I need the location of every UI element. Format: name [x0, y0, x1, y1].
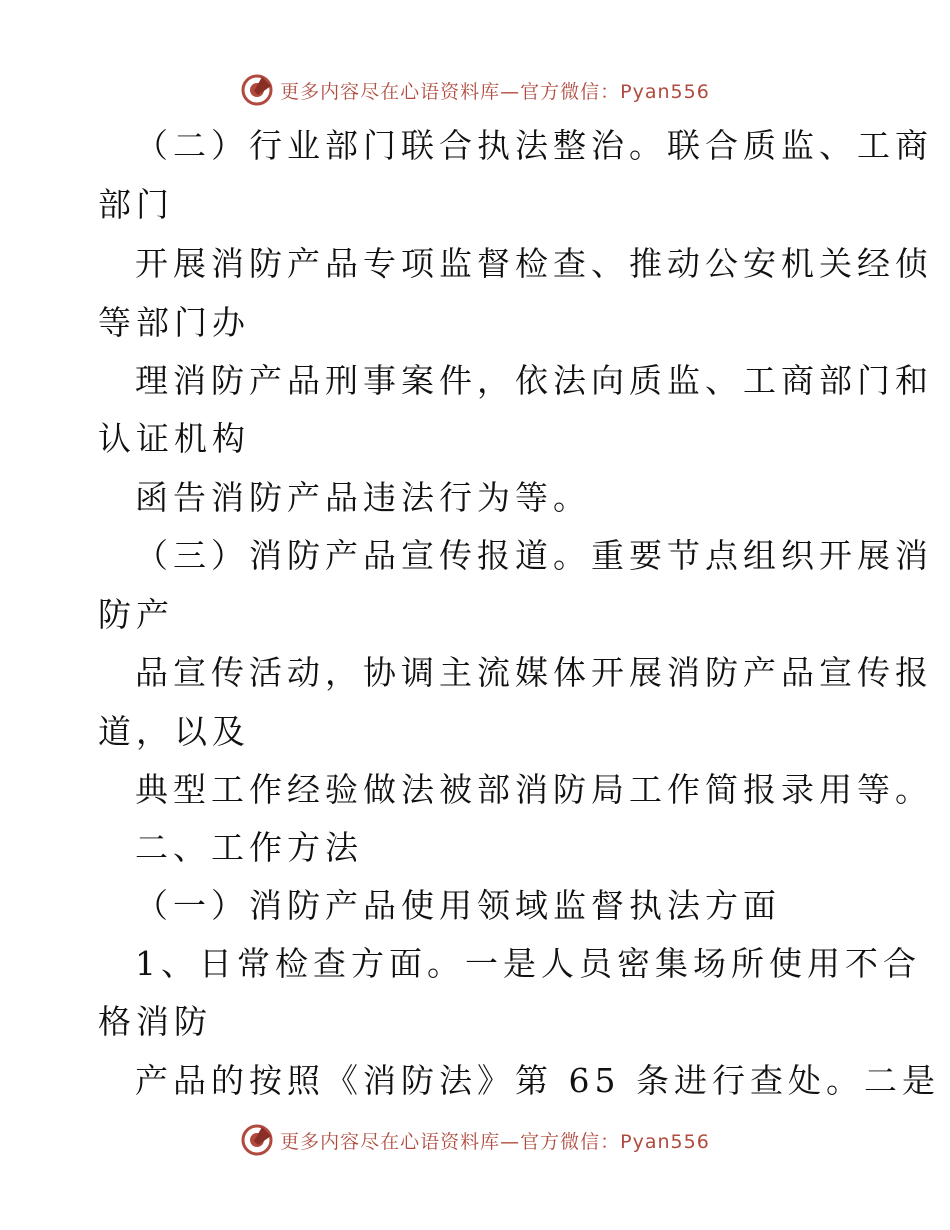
- pen-seal-icon: [240, 1123, 274, 1157]
- body-line: 防产: [98, 595, 174, 634]
- body-line: 理消防产品刑事案件，依法向质监、工商部门和: [135, 361, 933, 400]
- body-line: 1、日常检查方面。一是人员密集场所使用不合: [135, 944, 921, 983]
- footer-watermark: [0, 1120, 950, 1160]
- body-line: 格消防: [98, 1002, 212, 1041]
- body-line: （二）行业部门联合执法整治。联合质监、工商: [135, 126, 933, 165]
- body-line: 品宣传活动，协调主流媒体开展消防产品宣传报: [135, 653, 933, 692]
- body-line: 部门: [98, 185, 174, 224]
- header-watermark: [0, 70, 950, 110]
- body-line: 函告消防产品违法行为等。: [135, 478, 591, 517]
- body-line: （三）消防产品宣传报道。重要节点组织开展消: [135, 536, 933, 575]
- body-line: 等部门办: [98, 303, 250, 342]
- subsection-heading: （一）消防产品使用领域监督执法方面: [135, 886, 781, 925]
- body-line: 认证机构: [98, 419, 250, 458]
- body-line: 典型工作经验做法被部消防局工作简报录用等。: [135, 770, 933, 809]
- watermark-text: 更多内容尽在心语资料库—官方微信：Pyan556: [280, 1130, 710, 1153]
- body-line: 产品的按照《消防法》第 65 条进行查处。二是: [135, 1061, 940, 1100]
- section-heading: 二、工作方法: [135, 828, 363, 867]
- pen-seal-icon: [240, 73, 274, 107]
- watermark-text: 更多内容尽在心语资料库—官方微信：Pyan556: [280, 80, 710, 103]
- body-line: 开展消防产品专项监督检查、推动公安机关经侦: [135, 244, 933, 283]
- body-line: 道，以及: [98, 712, 250, 751]
